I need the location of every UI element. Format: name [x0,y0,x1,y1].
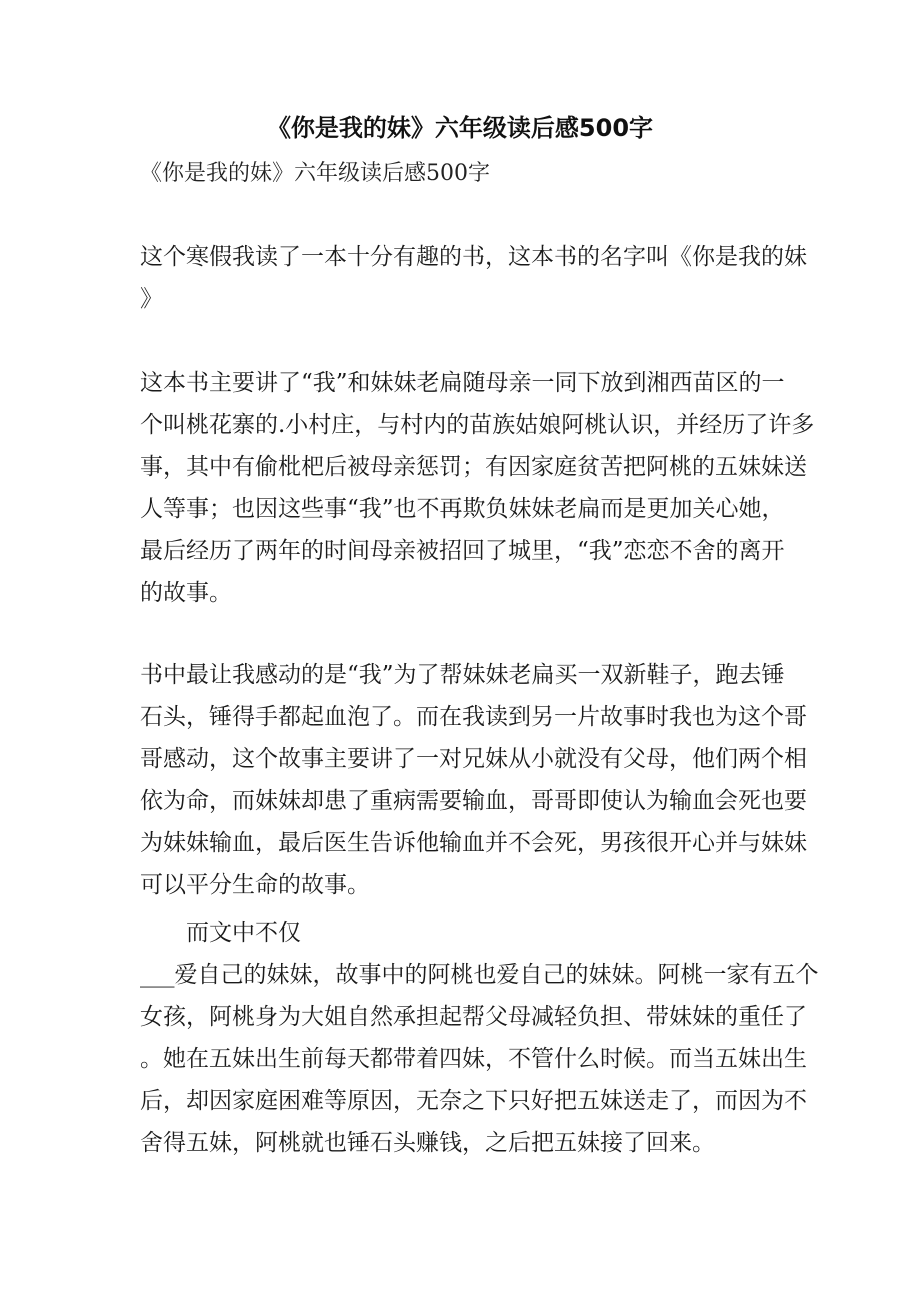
document-title: 《你是我的妹》六年级读后感500字 [266,114,654,142]
text-line: 后，却因家庭困难等原因，无奈之下只好把五妹送走了，而因为不 [140,1088,807,1114]
text-line: 哥感动，这个故事主要讲了一对兄妹从小就没有父母，他们两个相 [140,746,807,772]
text-line: 的故事。 [140,580,232,606]
text-line: 这本书主要讲了“我”和妹妹老扁随母亲一同下放到湘西苗区的一 [140,370,785,396]
text-line: ___爱自己的妹妹，故事中的阿桃也爱自己的妹妹。阿桃一家有五个 [140,962,819,988]
paragraph-intro [140,236,807,320]
text-line: 。她在五妹出生前每天都带着四妹，不管什么时候。而当五妹出生 [140,1046,807,1072]
text-line: 依为命，而妹妹却患了重病需要输血，哥哥即使认为输血会死也要 [140,788,807,814]
text-line: 为妹妹输血，最后医生告诉他输血并不会死，男孩很开心并与妹妹 [140,830,807,856]
document-subtitle: 《你是我的妹》六年级读后感500字 [140,161,490,186]
text-line: 舍得五妹，阿桃就也锤石头赚钱，之后把五妹接了回来。 [140,1130,715,1156]
text-line: 书中最让我感动的是“我”为了帮妹妹老扁买一双新鞋子，跑去锤 [140,662,785,688]
text-line: 最后经历了两年的时间母亲被招回了城里，“我”恋恋不舍的离开 [140,538,785,564]
text-line: 个叫桃花寨的.小村庄，与村内的苗族姑娘阿桃认识，并经历了许多 [140,412,815,438]
text-line: 》 [140,286,163,312]
text-line: 这个寒假我读了一本十分有趣的书，这本书的名字叫《你是我的妹 [140,244,807,270]
text-line: 事，其中有偷枇杷后被母亲惩罚；有因家庭贫苦把阿桃的五妹妹送 [140,454,807,480]
text-line: 女孩，阿桃身为大姐自然承担起帮父母减轻负担、带妹妹的重任了 [140,1004,807,1030]
paragraph-indent-line: 而文中不仅 [186,920,301,946]
text-line: 可以平分生命的故事。 [140,872,370,898]
paragraph-atao [140,954,819,1164]
text-line: 人等事；也因这些事“我”也不再欺负妹妹老扁而是更加关心她， [140,496,785,522]
paragraph-moving-part [140,654,807,906]
paragraph-summary [140,362,815,614]
text-line: 石头，锤得手都起血泡了。而在我读到另一片故事时我也为这个哥 [140,704,807,730]
